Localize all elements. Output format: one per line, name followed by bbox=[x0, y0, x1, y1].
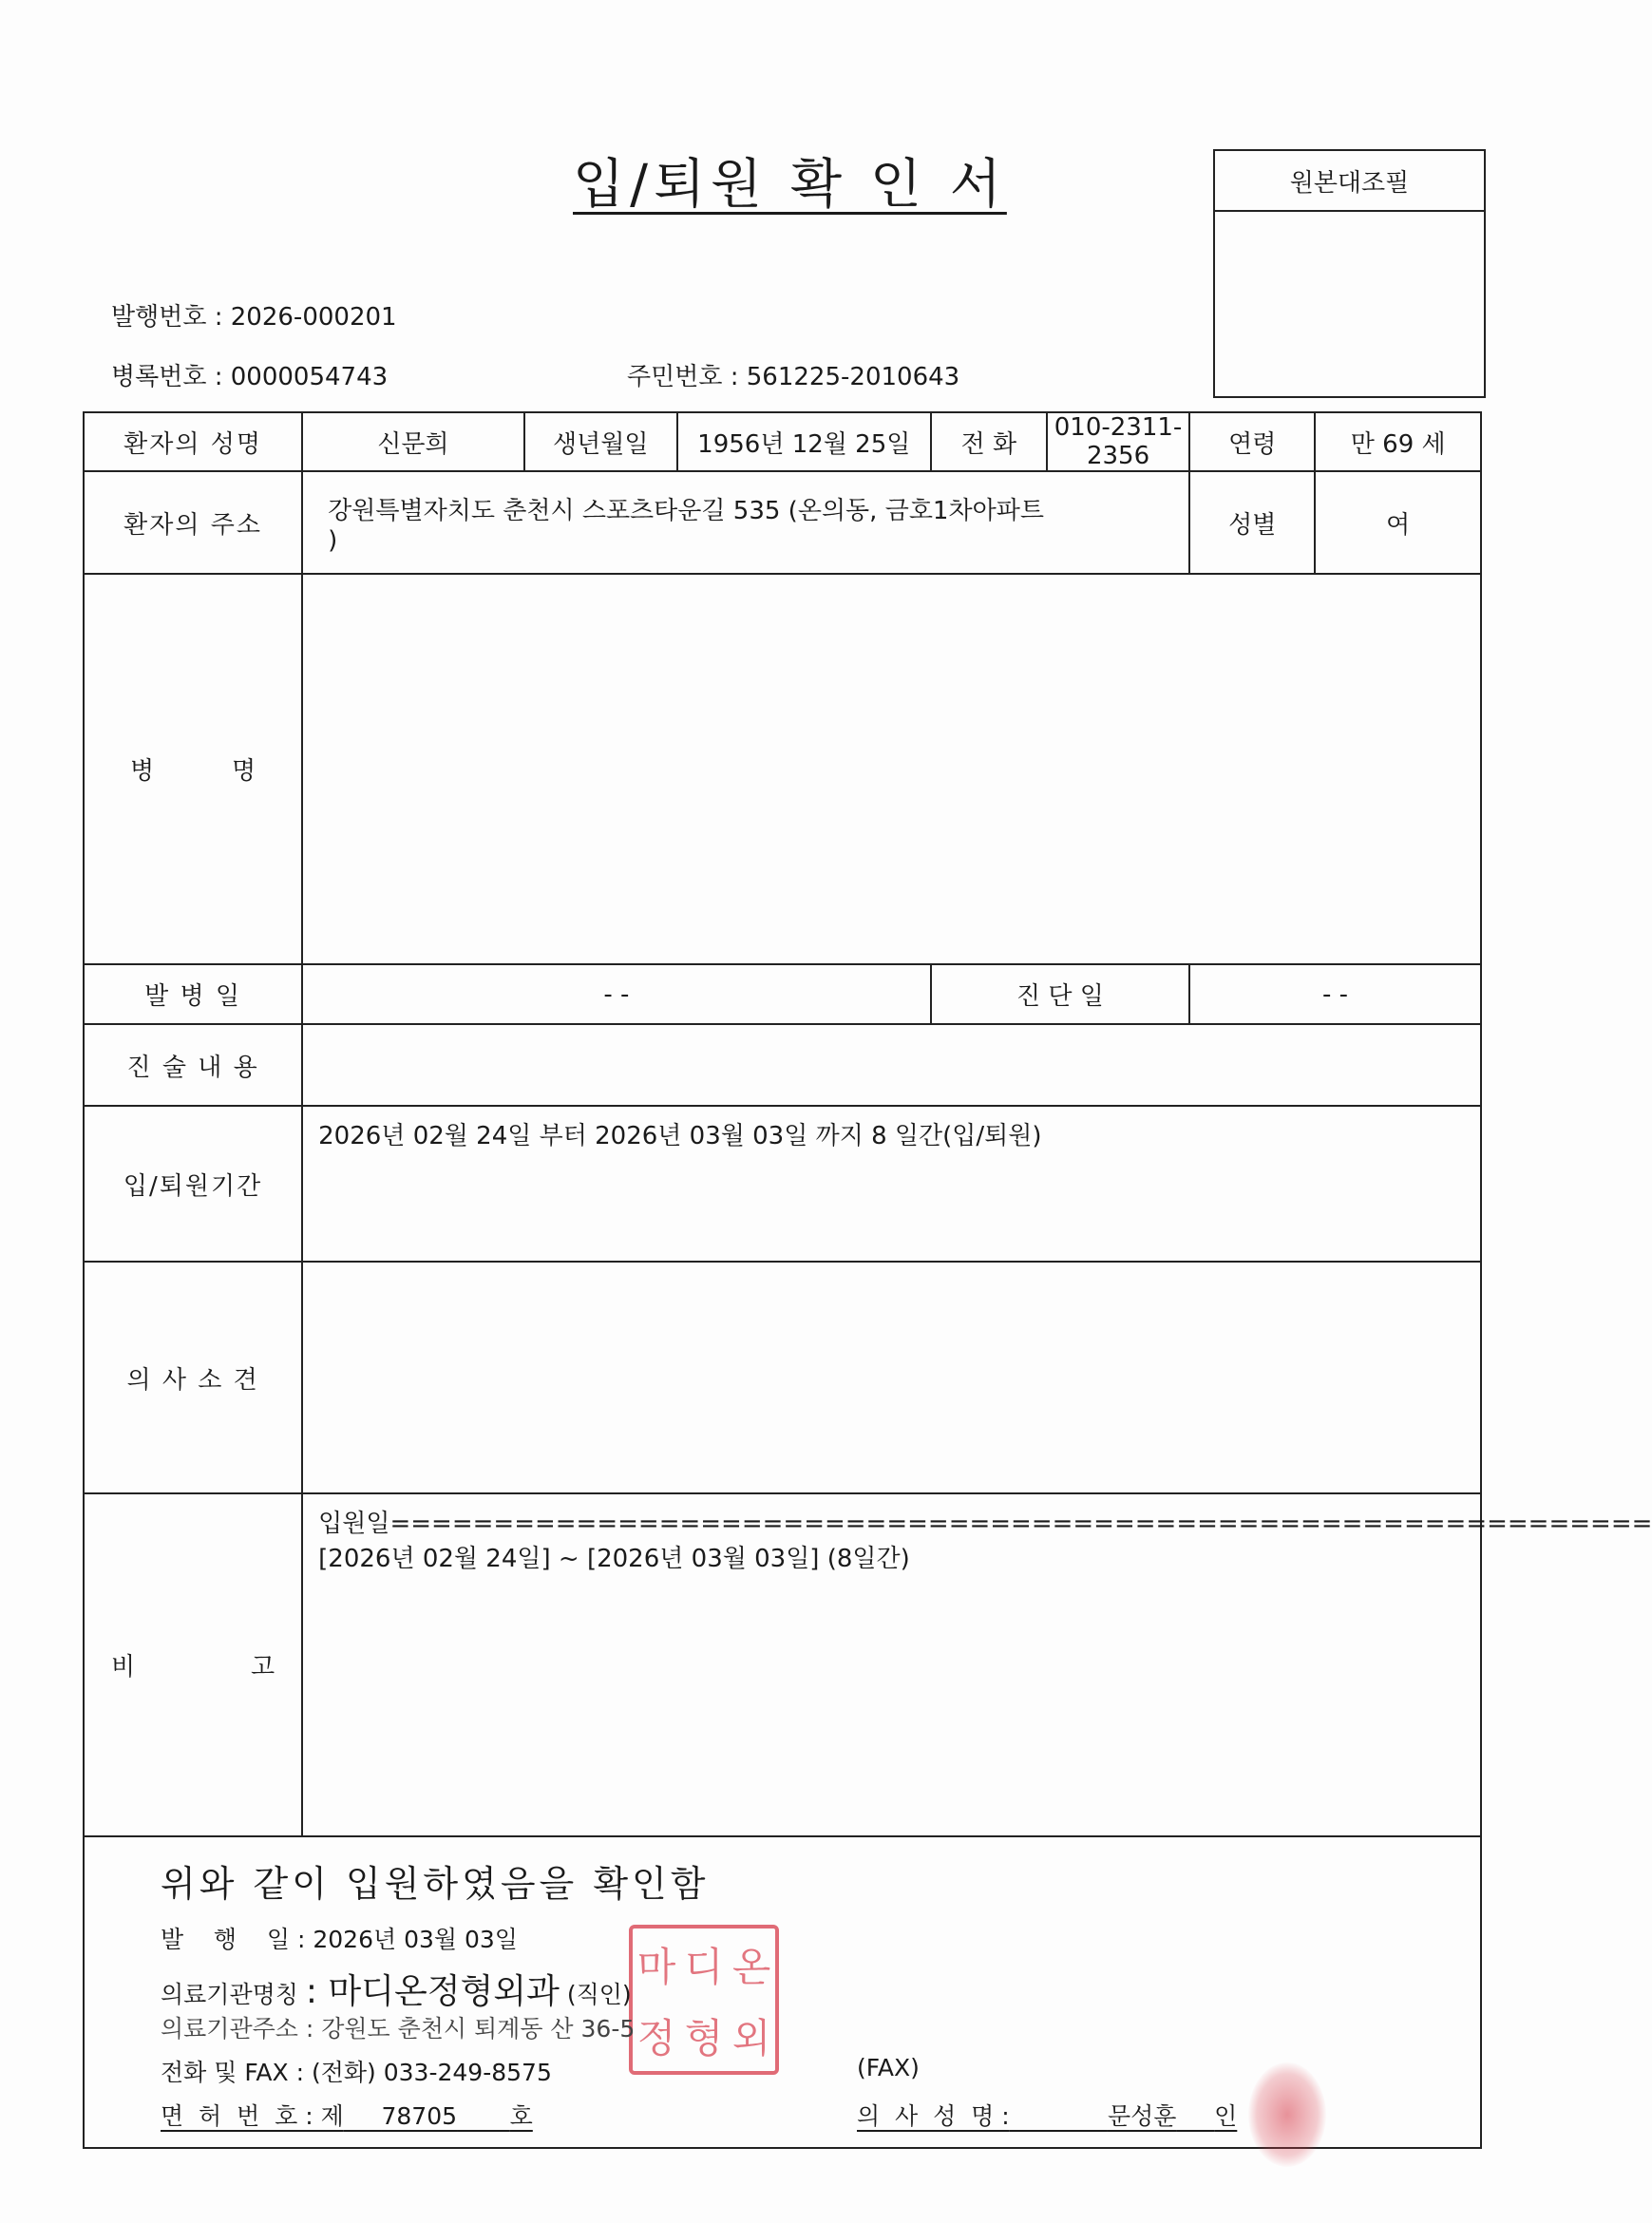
onset-date-label: 발 병 일 bbox=[84, 964, 302, 1024]
resident-number-line: 주민번호 : 561225-2010643 bbox=[627, 363, 960, 391]
seal-char: 온 bbox=[731, 1943, 771, 1990]
seal-char: 형 bbox=[684, 2014, 724, 2062]
institution-address-line bbox=[161, 2010, 635, 2044]
issue-date-line bbox=[161, 1921, 518, 1955]
patient-name: 신문희 bbox=[302, 412, 523, 471]
issue-date: : 2026년 03월 03일 bbox=[296, 1926, 518, 1953]
disease-label-part1: 병 bbox=[130, 757, 155, 786]
statement bbox=[302, 1024, 1481, 1106]
doctor-seal-mark: 인 bbox=[1214, 2102, 1238, 2130]
license-suffix: 호 bbox=[509, 2102, 533, 2130]
remarks-line1: 입원일============================================================= bbox=[318, 1510, 1652, 1538]
institution-phone: : (전화) 033-249-8575 bbox=[295, 2059, 552, 2086]
seal-note: (직인) bbox=[566, 1981, 632, 2008]
doctor-opinion bbox=[302, 1262, 1481, 1493]
patient-name-label: 환자의 성명 bbox=[84, 412, 302, 471]
seal-char: 외 bbox=[731, 2014, 771, 2062]
remarks-label-part2: 고 bbox=[251, 1653, 275, 1682]
license-label: 면 허 번 호 : 제 bbox=[161, 2102, 344, 2130]
admission-period-label: 입/퇴원기간 bbox=[84, 1106, 302, 1262]
phone-fax-label: 전화 및 FAX bbox=[161, 2059, 289, 2086]
doctor-name-line bbox=[857, 2098, 1237, 2132]
disease-name bbox=[302, 574, 1481, 964]
doctor-name-label: 의 사 성 명 : bbox=[857, 2102, 1010, 2130]
institution-label: 의료기관명칭 bbox=[161, 1981, 298, 2008]
phone-fax-line bbox=[161, 2054, 552, 2088]
patient-age: 만 69 세 bbox=[1315, 412, 1481, 471]
record-number: 0000054743 bbox=[230, 363, 389, 391]
record-number-line: 병록번호 : 0000054743 bbox=[111, 363, 389, 391]
resident-number-label: 주민번호 bbox=[627, 363, 723, 391]
doctor-opinion-label: 의 사 소 견 bbox=[84, 1262, 302, 1493]
issue-number-line: 발행번호 : 2026-000201 bbox=[111, 303, 397, 332]
issuer-section bbox=[84, 1836, 1481, 2148]
disease-label-part2: 명 bbox=[232, 757, 256, 786]
remarks bbox=[302, 1493, 1652, 1836]
seal-char: 정 bbox=[636, 2014, 676, 2062]
doctor-signature-seal bbox=[1248, 2062, 1326, 2167]
remarks-line2: [2026년 02월 24일] ~ [2026년 03월 03일] (8일간) bbox=[318, 1545, 910, 1573]
doctor-name: 문성훈 bbox=[1107, 2102, 1177, 2130]
institution-address: : 강원도 춘천시 퇴계동 산 36-5 bbox=[305, 2015, 636, 2042]
license-number: 78705 bbox=[381, 2102, 458, 2130]
seal-char: 디 bbox=[684, 1943, 724, 1990]
diagnosis-date-label: 진 단 일 bbox=[931, 964, 1189, 1024]
patient-address bbox=[302, 471, 1189, 574]
issue-number: 2026-000201 bbox=[230, 303, 397, 332]
sex-label: 성별 bbox=[1189, 471, 1315, 574]
issue-date-label: 발 행 일 bbox=[161, 1926, 291, 1953]
birth-date-label: 생년월일 bbox=[524, 412, 677, 471]
onset-date: - - bbox=[302, 964, 931, 1024]
birth-date: 1956년 12월 25일 bbox=[677, 412, 931, 471]
original-copy-box bbox=[1213, 149, 1486, 398]
statement-label: 진 술 내 용 bbox=[84, 1024, 302, 1106]
institution-line bbox=[161, 1965, 632, 2013]
confirmation-table bbox=[83, 411, 1652, 2149]
issue-number-label: 발행번호 bbox=[111, 303, 207, 332]
patient-phone: 010-2311-2356 bbox=[1047, 412, 1189, 471]
patient-sex: 여 bbox=[1315, 471, 1481, 574]
seal-char: 마 bbox=[636, 1943, 676, 1990]
remarks-label-part1: 비 bbox=[111, 1653, 136, 1682]
institution-fax: (FAX) bbox=[857, 2054, 920, 2081]
institution-address-label: 의료기관주소 bbox=[161, 2015, 298, 2042]
patient-address-line1: 강원특별자치도 춘천시 스포츠타운길 535 (온의동, 금호1차아파트 bbox=[328, 496, 1044, 525]
resident-number: 561225-2010643 bbox=[746, 363, 960, 391]
disease-label bbox=[84, 574, 302, 964]
age-label: 연령 bbox=[1189, 412, 1315, 471]
admission-period: 2026년 02월 24일 부터 2026년 03월 03일 까지 8 일간(입/퇴원) bbox=[302, 1106, 1481, 1262]
institution-name: : 마디온정형외과 bbox=[305, 1972, 560, 2011]
phone-label: 전 화 bbox=[931, 412, 1047, 471]
document-title: 입/퇴원 확 인 서 bbox=[573, 154, 1007, 216]
original-copy-label: 원본대조필 bbox=[1215, 151, 1484, 212]
confirmation-statement: 위와 같이 입원하였음을 확인함 bbox=[161, 1863, 710, 1905]
patient-address-line2: ) bbox=[328, 525, 338, 555]
patient-address-label: 환자의 주소 bbox=[84, 471, 302, 574]
record-number-label: 병록번호 bbox=[111, 363, 207, 391]
license-line bbox=[161, 2098, 533, 2132]
diagnosis-date: - - bbox=[1189, 964, 1481, 1024]
institution-seal bbox=[629, 1925, 779, 2075]
remarks-label bbox=[84, 1493, 302, 1836]
